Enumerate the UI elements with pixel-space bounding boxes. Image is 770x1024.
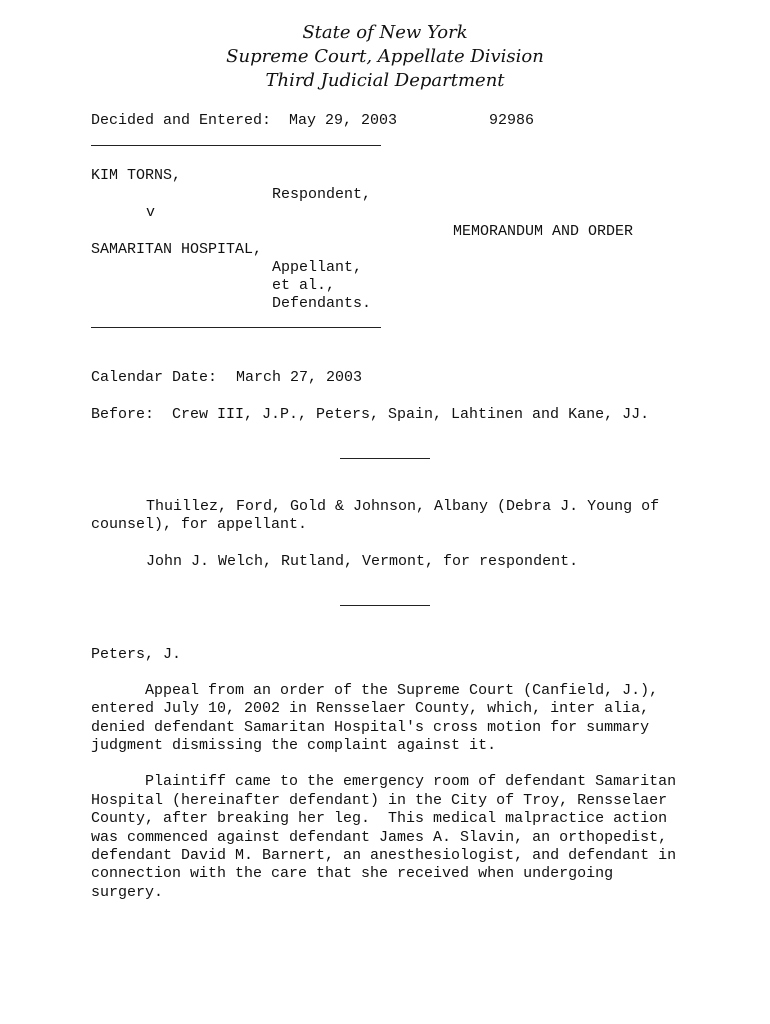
bench-judges: Crew III, J.P., Peters, Spain, Lahtinen and Kane, JJ.: [172, 406, 650, 423]
decided-date: May 29, 2003: [289, 112, 398, 129]
plaintiff-name: KIM TORNS,: [91, 167, 182, 184]
docket-number: 92986: [489, 112, 535, 129]
court-name: Supreme Court, Appellate Division: [226, 46, 544, 67]
caption-top-rule: [91, 145, 381, 146]
opinion-author: Peters, J.: [91, 646, 182, 663]
opinion-paragraph-2-line-5: defendant David M. Barnert, an anesthesiologist, and defendant in: [91, 847, 677, 864]
opinion-paragraph-1-line-1: Appeal from an order of the Supreme Court (Canfield, J.),: [91, 682, 659, 699]
court-state: State of New York: [302, 22, 468, 43]
order-type: MEMORANDUM AND ORDER: [453, 223, 634, 240]
opinion-paragraph-1-line-3: denied defendant Samaritan Hospital's cross motion for summary: [91, 719, 650, 736]
opinion-paragraph-1-line-2: entered July 10, 2002 in Rensselaer County, which, inter alia,: [91, 700, 650, 717]
opinion-paragraph-2-line-7: surgery.: [91, 884, 164, 901]
section-divider-1: [340, 458, 430, 459]
versus: v: [146, 204, 156, 221]
defendant-role-appellant: Appellant,: [272, 259, 363, 276]
opinion-paragraph-2-line-6: connection with the care that she received when undergoing: [91, 865, 614, 882]
caption-bottom-rule: [91, 327, 381, 328]
section-divider-2: [340, 605, 430, 606]
opinion-paragraph-2-line-1: Plaintiff came to the emergency room of defendant Samaritan: [91, 773, 677, 790]
court-department: Third Judicial Department: [265, 70, 505, 91]
appellant-counsel-line1: Thuillez, Ford, Gold & Johnson, Albany (Debra J. Young of: [146, 498, 660, 515]
opinion-paragraph-2-line-2: Hospital (hereinafter defendant) in the City of Troy, Rensselaer: [91, 792, 668, 809]
calendar-date: March 27, 2003: [236, 369, 363, 386]
opinion-paragraph-2-line-4: was commenced against defendant James A. Slavin, an orthopedist,: [91, 829, 668, 846]
plaintiff-role: Respondent,: [272, 186, 372, 203]
defendant-name: SAMARITAN HOSPITAL,: [91, 241, 263, 258]
before-label: Before:: [91, 406, 155, 423]
defendant-role-defendants: Defendants.: [272, 295, 372, 312]
calendar-label: Calendar Date:: [91, 369, 218, 386]
opinion-paragraph-1-line-4: judgment dismissing the complaint against it.: [91, 737, 497, 754]
appellant-counsel-line2: counsel), for appellant.: [91, 516, 308, 533]
opinion-paragraph-2-line-3: County, after breaking her leg. This medical malpractice action: [91, 810, 668, 827]
decided-label: Decided and Entered:: [91, 112, 272, 129]
respondent-counsel: John J. Welch, Rutland, Vermont, for respondent.: [146, 553, 579, 570]
defendant-role-et-al: et al.,: [272, 277, 336, 294]
